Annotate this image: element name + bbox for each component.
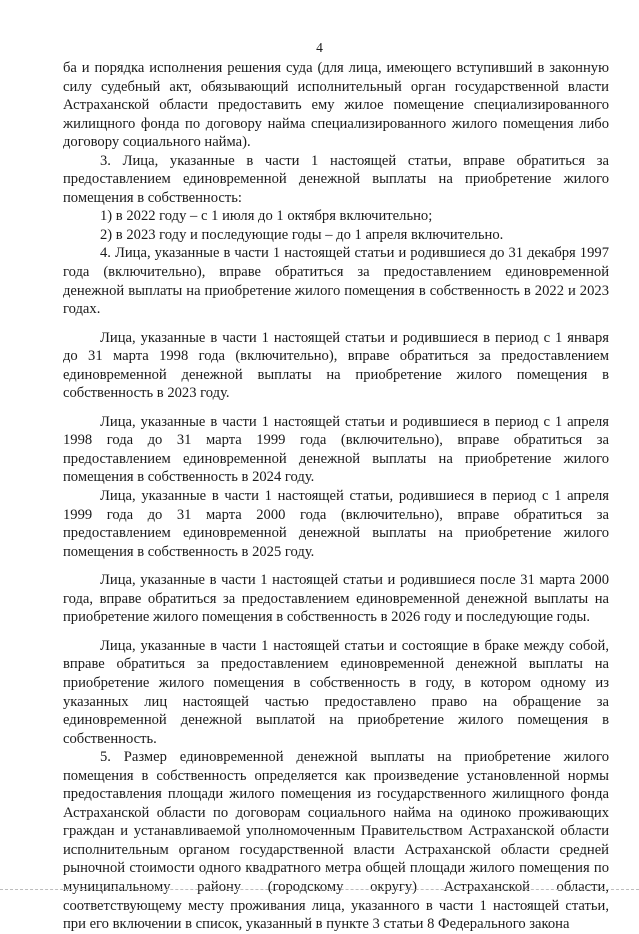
paragraph-clause-5: 5. Размер единовременной денежной выплаты на приобретение жилого помещения в собственность определяется как произведение установленной нормы предоставления площади жилого помещения из государственного жилищного фонда Астраханской области по договорам социального найма на одиноко проживающих граждан и устанавливаемой уполномоченным Правительством Астраханской области исполнительным органом государственной власти Астраханской области средней рыночной стоимости одного квадратного метра общей площади жилого помещения по муниципальному району (городскому округу) Астраханской области, соответствующему месту проживания лица, указанного в части 1 настоящей статьи, при его включении в список, указанный в пункте 3 статьи 8 Федерального закона xyxy=(63,749,609,933)
paragraph-born-1998-q1: Лица, указанные в части 1 настоящей статьи и родившиеся в период с 1 января до 31 марта 1998 года (включительно), вправе обратиться за предоставлением единовременной денежной выплаты на приобретение жилого помещения в собственность в 2023 году. xyxy=(63,329,609,402)
paragraph-born-1998-1999: Лица, указанные в части 1 настоящей статьи и родившиеся в период с 1 апреля 1998 года до 31 марта 1999 года (включительно), вправе обратиться за предоставлением единовременной денежной выплаты на приобретение жилого помещения в собственность в 2024 году. xyxy=(63,413,609,486)
page-bottom-divider xyxy=(0,889,639,890)
document-body xyxy=(63,59,609,934)
paragraph-married-persons: Лица, указанные в части 1 настоящей статьи и состоящие в браке между собой, вправе обратиться за предоставлением единовременной денежной выплаты на приобретение жилого помещения в собственность в году, в котором одному из указанных лиц настоящей частью предоставлено право на обращение за единовременной денежной выплатой на приобретение жилого помещения в собственность. xyxy=(63,637,609,747)
page-number: 4 xyxy=(316,40,323,55)
paragraph-clause-4: 4. Лица, указанные в части 1 настоящей статьи и родившиеся до 31 декабря 1997 года (включительно), вправе обратиться за предоставлением единовременной денежной выплаты на приобретение жилого помещения в собственность в 2022 и 2023 годах. xyxy=(63,245,609,318)
paragraph-born-after-2000: Лица, указанные в части 1 настоящей статьи и родившиеся после 31 марта 2000 года, вправе обратиться за предоставлением единовременной денежной выплаты на приобретение жилого помещения в собственность в 2026 году и последующие годы. xyxy=(63,572,609,626)
paragraph-clause-3: 3. Лица, указанные в части 1 настоящей статьи, вправе обратиться за предоставлением единовременной денежной выплаты на приобретение жилого помещения в собственность: xyxy=(63,152,609,206)
paragraph-continuation: ба и порядка исполнения решения суда (для лица, имеющего вступивший в законную силу судебный акт, обязывающий исполнительный орган государственной власти Астраханской области предоставить ему жилое помещение специализированного жилищного фонда по договору найма специализированного жилого помещения либо договору социального найма). xyxy=(63,60,609,151)
paragraph-item-2: 2) в 2023 году и последующие годы – до 1 апреля включительно. xyxy=(100,226,504,243)
paragraph-item-1: 1) в 2022 году – с 1 июля до 1 октября включительно; xyxy=(100,208,433,225)
paragraph-born-1999-2000: Лица, указанные в части 1 настоящей статьи, родившиеся в период с 1 апреля 1999 года до 31 марта 2000 года (включительно), вправе обратиться за предоставлением единовременной денежной выплаты на приобретение жилого помещения в собственность в 2025 году. xyxy=(63,488,609,560)
